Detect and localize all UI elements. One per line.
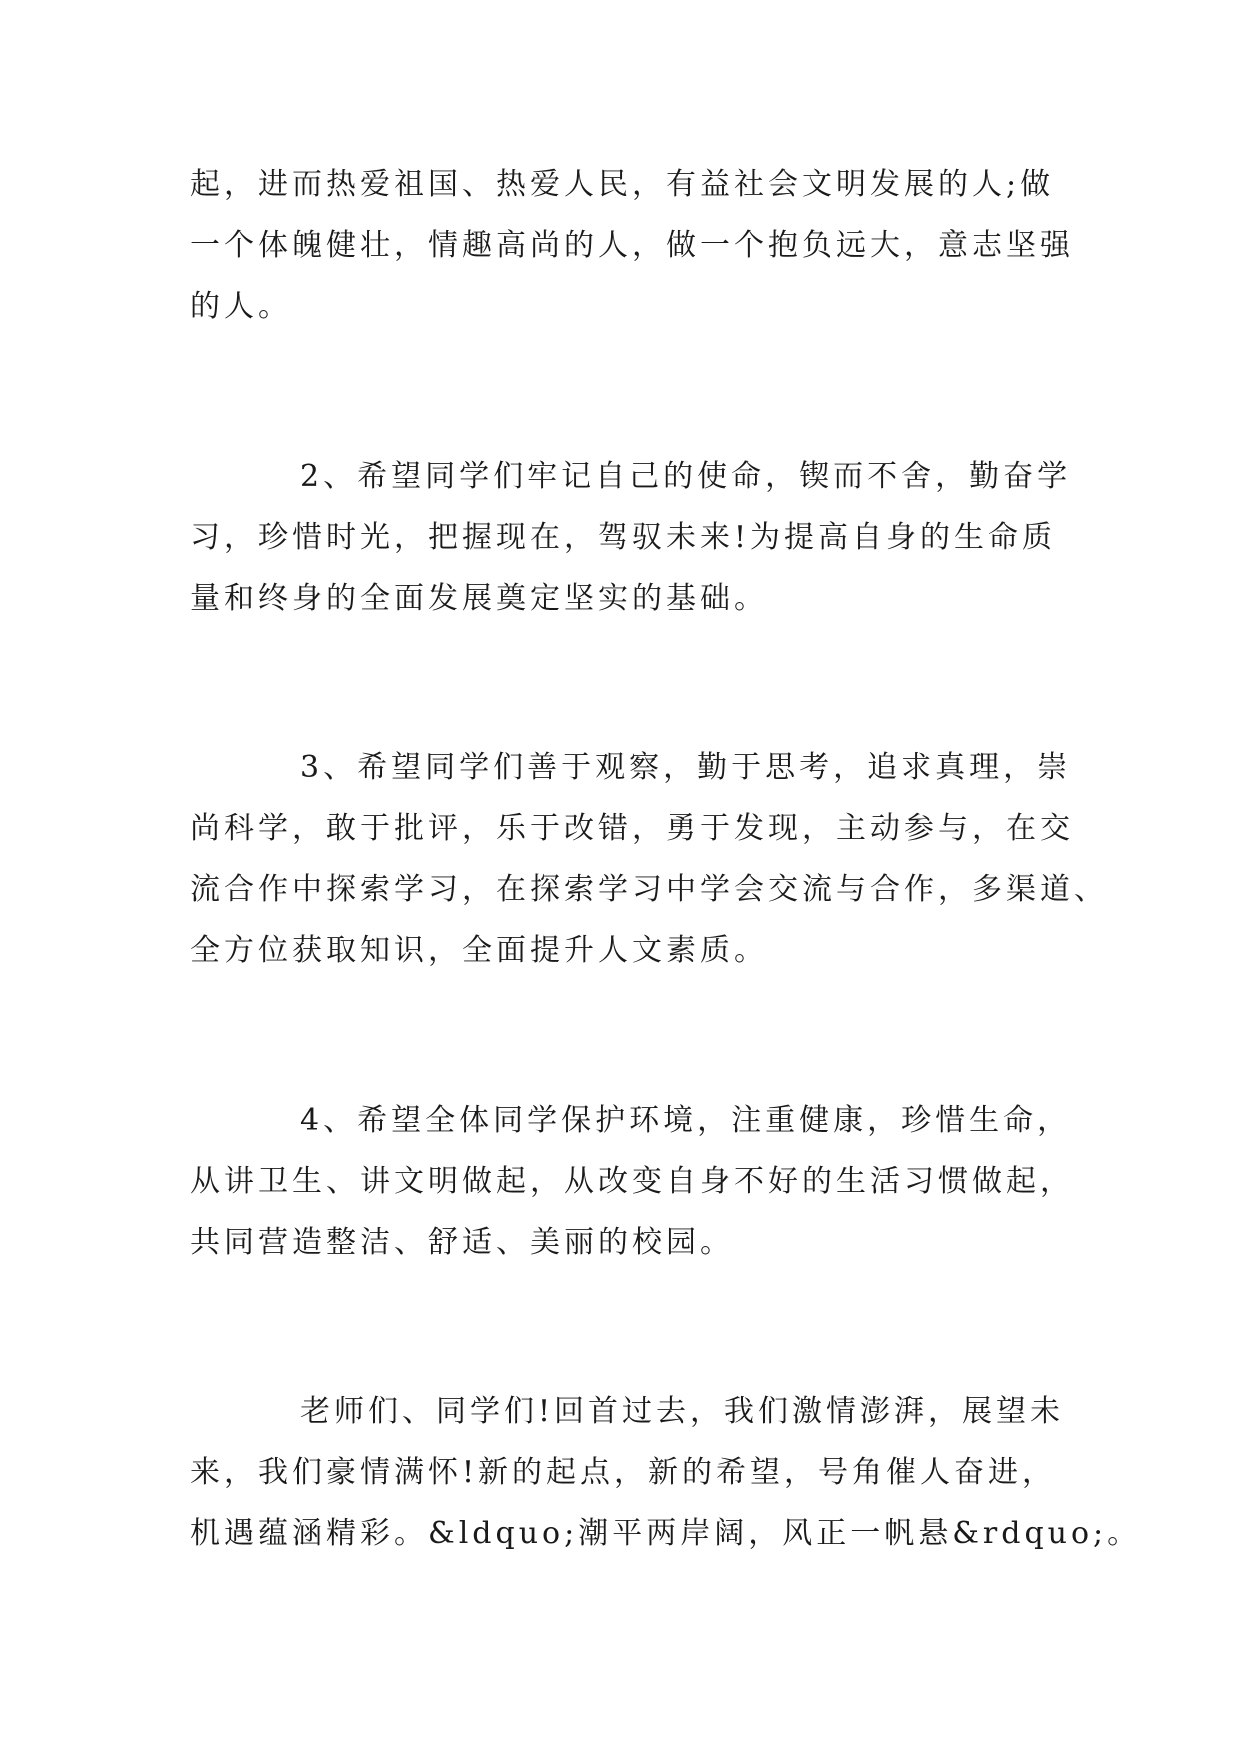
text-line: 机遇蕴涵精彩。&ldquo;潮平两岸阔，风正一帆悬&rdquo;。 [190, 1516, 1142, 1551]
text-line: 起，进而热爱祖国、热爱人民，有益社会文明发展的人;做 [190, 167, 1055, 202]
paragraph-3 [190, 737, 1108, 981]
paragraph-closing [190, 1381, 1142, 1564]
text-line: 2、希望同学们牢记自己的使命，锲而不舍，勤奋学 [300, 459, 1072, 494]
text-line: 习，珍惜时光，把握现在，驾驭未来!为提高自身的生命质 [190, 520, 1057, 555]
text-line: 流合作中探索学习，在探索学习中学会交流与合作，多渠道、 [190, 872, 1108, 907]
text-line: 一个体魄健壮，情趣高尚的人，做一个抱负远大，意志坚强 [190, 228, 1074, 263]
text-line: 从讲卫生、讲文明做起，从改变自身不好的生活习惯做起， [190, 1164, 1074, 1199]
text-line: 4、希望全体同学保护环境，注重健康，珍惜生命， [300, 1103, 1072, 1138]
text-line: 尚科学，敢于批评，乐于改错，勇于发现，主动参与，在交 [190, 811, 1074, 846]
paragraph-4 [190, 1090, 1074, 1273]
text-line: 共同营造整洁、舒适、美丽的校园。 [190, 1225, 734, 1260]
paragraph-continuation [190, 154, 1074, 337]
text-line: 的人。 [190, 289, 292, 324]
text-line: 老师们、同学们!回首过去，我们激情澎湃，展望未 [300, 1394, 1065, 1429]
text-line: 来，我们豪情满怀!新的起点，新的希望，号角催人奋进， [190, 1455, 1057, 1490]
text-line: 量和终身的全面发展奠定坚实的基础。 [190, 581, 768, 616]
text-line: 全方位获取知识，全面提升人文素质。 [190, 933, 768, 968]
text-line: 3、希望同学们善于观察，勤于思考，追求真理，崇 [300, 750, 1072, 785]
paragraph-2 [190, 446, 1070, 629]
